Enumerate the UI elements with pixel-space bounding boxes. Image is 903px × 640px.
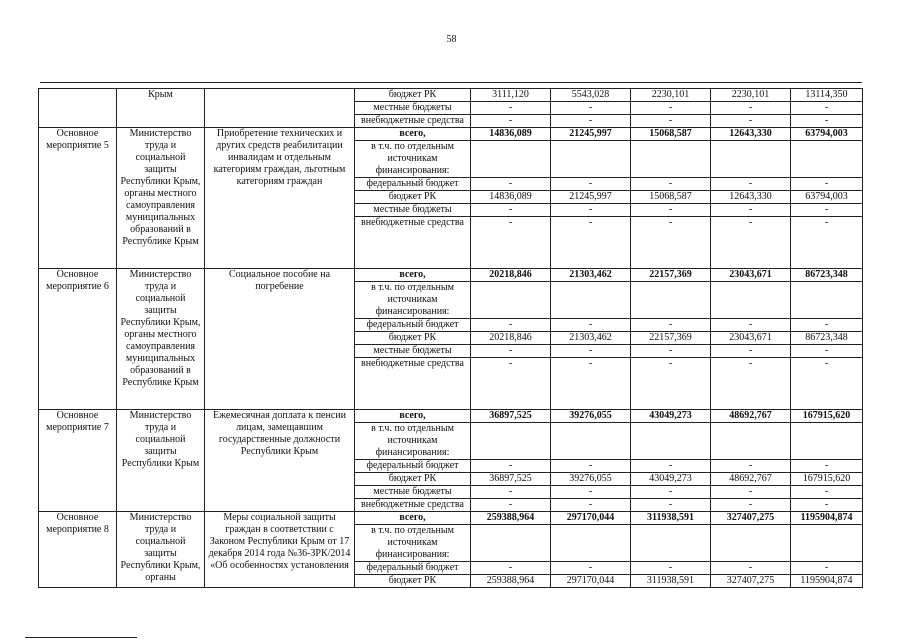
value-cell: - xyxy=(551,217,631,269)
value-cell: - xyxy=(551,460,631,473)
value-cell: 63794,003 xyxy=(791,191,863,204)
value-cell: - xyxy=(551,115,631,128)
value-cell: 167915,620 xyxy=(791,473,863,486)
value-cell: 21303,462 xyxy=(551,269,631,282)
value-cell: - xyxy=(791,562,863,575)
source-cell: внебюджетные средства xyxy=(355,115,471,128)
activity-cell: Основное мероприятие 7 xyxy=(39,410,117,512)
source-cell: местные бюджеты xyxy=(355,486,471,499)
value-cell: - xyxy=(711,460,791,473)
activity-cell: Основное мероприятие 5 xyxy=(39,128,117,269)
table-row xyxy=(39,128,863,141)
value-cell: - xyxy=(551,358,631,410)
value-cell xyxy=(471,423,551,460)
value-cell: 43049,273 xyxy=(631,473,711,486)
value-cell: 63794,003 xyxy=(791,128,863,141)
value-cell xyxy=(631,282,711,319)
value-cell: 327407,275 xyxy=(711,575,791,588)
value-cell: - xyxy=(711,499,791,512)
value-cell: 21245,997 xyxy=(551,128,631,141)
value-cell: 36897,525 xyxy=(471,410,551,423)
value-cell: 21303,462 xyxy=(551,332,631,345)
value-cell: - xyxy=(711,345,791,358)
value-cell xyxy=(711,423,791,460)
activity-cell: Основное мероприятие 6 xyxy=(39,269,117,410)
source-cell: в т.ч. по отдельным источникам финансирования: xyxy=(355,423,471,460)
value-cell: - xyxy=(631,460,711,473)
value-cell: - xyxy=(551,486,631,499)
value-cell: 36897,525 xyxy=(471,473,551,486)
value-cell: - xyxy=(711,486,791,499)
value-cell xyxy=(551,141,631,178)
value-cell: - xyxy=(631,178,711,191)
value-cell: 14836,089 xyxy=(471,191,551,204)
value-cell: - xyxy=(471,562,551,575)
value-cell: 1195904,874 xyxy=(791,575,863,588)
header-rule xyxy=(40,82,862,83)
value-cell: 21245,997 xyxy=(551,191,631,204)
value-cell: - xyxy=(791,345,863,358)
value-cell: 167915,620 xyxy=(791,410,863,423)
source-cell: внебюджетные средства xyxy=(355,499,471,512)
page-number: 58 xyxy=(446,34,457,45)
activity-cell xyxy=(39,89,117,128)
value-cell: - xyxy=(551,319,631,332)
value-cell: 2230,101 xyxy=(711,89,791,102)
value-cell: - xyxy=(711,115,791,128)
source-cell: федеральный бюджет xyxy=(355,178,471,191)
executor-cell: Министерство труда и социальной защиты Республики Крым xyxy=(117,410,205,512)
value-cell: - xyxy=(791,499,863,512)
value-cell xyxy=(551,282,631,319)
executor-cell: Министерство труда и социальной защиты Республики Крым, органы местного самоуправления муниципальных образований в Республике Крым xyxy=(117,128,205,269)
value-cell: - xyxy=(551,102,631,115)
value-cell xyxy=(791,423,863,460)
source-cell: внебюджетные средства xyxy=(355,217,471,269)
value-cell: 14836,089 xyxy=(471,128,551,141)
value-cell: 3111,120 xyxy=(471,89,551,102)
value-cell: - xyxy=(711,217,791,269)
source-cell: федеральный бюджет xyxy=(355,460,471,473)
value-cell: - xyxy=(631,499,711,512)
value-cell xyxy=(471,141,551,178)
value-cell: 259388,964 xyxy=(471,575,551,588)
value-cell: 23043,671 xyxy=(711,269,791,282)
value-cell: 13114,350 xyxy=(791,89,863,102)
value-cell: - xyxy=(631,562,711,575)
value-cell: 20218,846 xyxy=(471,332,551,345)
source-cell: в т.ч. по отдельным источникам финансирования: xyxy=(355,282,471,319)
value-cell: - xyxy=(471,460,551,473)
value-cell: - xyxy=(791,486,863,499)
value-cell: - xyxy=(631,345,711,358)
value-cell xyxy=(551,525,631,562)
value-cell: 48692,767 xyxy=(711,473,791,486)
name-cell: Социальное пособие на погребение xyxy=(205,269,355,410)
table-row xyxy=(39,410,863,423)
source-cell: федеральный бюджет xyxy=(355,562,471,575)
value-cell: 43049,273 xyxy=(631,410,711,423)
value-cell: - xyxy=(791,217,863,269)
value-cell: - xyxy=(471,217,551,269)
value-cell: - xyxy=(791,115,863,128)
value-cell: - xyxy=(711,562,791,575)
source-cell: всего, xyxy=(355,512,471,525)
value-cell: - xyxy=(471,345,551,358)
value-cell: - xyxy=(551,499,631,512)
value-cell: - xyxy=(471,115,551,128)
value-cell: 327407,275 xyxy=(711,512,791,525)
value-cell: - xyxy=(791,178,863,191)
value-cell: - xyxy=(471,358,551,410)
value-cell: 12643,330 xyxy=(711,191,791,204)
source-cell: в т.ч. по отдельным источникам финансирования: xyxy=(355,525,471,562)
source-cell: бюджет РК xyxy=(355,89,471,102)
name-cell: Ежемесячная доплата к пенсии лицам, замещавшим государственные должности Республики Крым xyxy=(205,410,355,512)
value-cell: - xyxy=(631,319,711,332)
value-cell: - xyxy=(471,204,551,217)
value-cell xyxy=(631,525,711,562)
value-cell xyxy=(711,141,791,178)
source-cell: местные бюджеты xyxy=(355,204,471,217)
value-cell: - xyxy=(711,319,791,332)
value-cell: - xyxy=(631,102,711,115)
value-cell: - xyxy=(711,204,791,217)
name-cell: Приобретение технических и других средств реабилитации инвалидам и отдельным категориям граждан, льготным категориям граждан xyxy=(205,128,355,269)
source-cell: бюджет РК xyxy=(355,473,471,486)
value-cell: - xyxy=(631,115,711,128)
value-cell: 311938,591 xyxy=(631,512,711,525)
source-cell: федеральный бюджет xyxy=(355,319,471,332)
value-cell: - xyxy=(631,486,711,499)
value-cell: - xyxy=(791,460,863,473)
value-cell: - xyxy=(631,204,711,217)
value-cell: 15068,587 xyxy=(631,191,711,204)
table-row xyxy=(39,512,863,525)
source-cell: в т.ч. по отдельным источникам финансирования: xyxy=(355,141,471,178)
funding-table xyxy=(38,88,863,588)
value-cell: - xyxy=(791,204,863,217)
value-cell: 259388,964 xyxy=(471,512,551,525)
value-cell: 297170,044 xyxy=(551,575,631,588)
value-cell: 1195904,874 xyxy=(791,512,863,525)
value-cell xyxy=(551,423,631,460)
value-cell xyxy=(711,282,791,319)
value-cell xyxy=(791,141,863,178)
value-cell xyxy=(631,423,711,460)
value-cell: 2230,101 xyxy=(631,89,711,102)
value-cell xyxy=(471,282,551,319)
value-cell: 22157,369 xyxy=(631,269,711,282)
value-cell: - xyxy=(551,345,631,358)
value-cell: - xyxy=(711,178,791,191)
value-cell: 20218,846 xyxy=(471,269,551,282)
executor-cell: Министерство труда и социальной защиты Республики Крым, органы местного самоуправления муниципальных образований в Республике Крым xyxy=(117,269,205,410)
value-cell: - xyxy=(711,102,791,115)
value-cell: 12643,330 xyxy=(711,128,791,141)
value-cell: - xyxy=(551,204,631,217)
executor-cell: Крым xyxy=(117,89,205,128)
value-cell: - xyxy=(791,102,863,115)
source-cell: всего, xyxy=(355,269,471,282)
value-cell xyxy=(711,525,791,562)
value-cell: - xyxy=(551,562,631,575)
value-cell: - xyxy=(471,499,551,512)
value-cell xyxy=(471,525,551,562)
name-cell xyxy=(205,89,355,128)
value-cell: - xyxy=(471,319,551,332)
value-cell: - xyxy=(551,178,631,191)
value-cell: 23043,671 xyxy=(711,332,791,345)
value-cell: 5543,028 xyxy=(551,89,631,102)
value-cell: 39276,055 xyxy=(551,473,631,486)
value-cell: 297170,044 xyxy=(551,512,631,525)
value-cell: - xyxy=(471,178,551,191)
value-cell: - xyxy=(631,217,711,269)
value-cell: - xyxy=(711,358,791,410)
value-cell: 48692,767 xyxy=(711,410,791,423)
source-cell: всего, xyxy=(355,128,471,141)
value-cell: - xyxy=(471,102,551,115)
source-cell: внебюджетные средства xyxy=(355,358,471,410)
source-cell: всего, xyxy=(355,410,471,423)
value-cell: - xyxy=(791,358,863,410)
source-cell: бюджет РК xyxy=(355,191,471,204)
executor-cell: Министерство труда и социальной защиты Республики Крым, органы xyxy=(117,512,205,588)
value-cell: 311938,591 xyxy=(631,575,711,588)
value-cell xyxy=(791,282,863,319)
activity-cell: Основное мероприятие 8 xyxy=(39,512,117,588)
value-cell: - xyxy=(631,358,711,410)
table-row xyxy=(39,89,863,102)
source-cell: бюджет РК xyxy=(355,332,471,345)
source-cell: местные бюджеты xyxy=(355,345,471,358)
value-cell: 39276,055 xyxy=(551,410,631,423)
source-cell: бюджет РК xyxy=(355,575,471,588)
table-row xyxy=(39,269,863,282)
value-cell xyxy=(631,141,711,178)
value-cell: 22157,369 xyxy=(631,332,711,345)
value-cell: 86723,348 xyxy=(791,269,863,282)
value-cell: - xyxy=(471,486,551,499)
value-cell: - xyxy=(791,319,863,332)
source-cell: местные бюджеты xyxy=(355,102,471,115)
name-cell: Меры социальной защиты граждан в соответствии с Законом Республики Крым от 17 декабря 2014 года №36-ЗРК/2014 «Об особенностях установления xyxy=(205,512,355,588)
value-cell xyxy=(791,525,863,562)
value-cell: 86723,348 xyxy=(791,332,863,345)
value-cell: 15068,587 xyxy=(631,128,711,141)
footnote-rule xyxy=(25,637,137,638)
